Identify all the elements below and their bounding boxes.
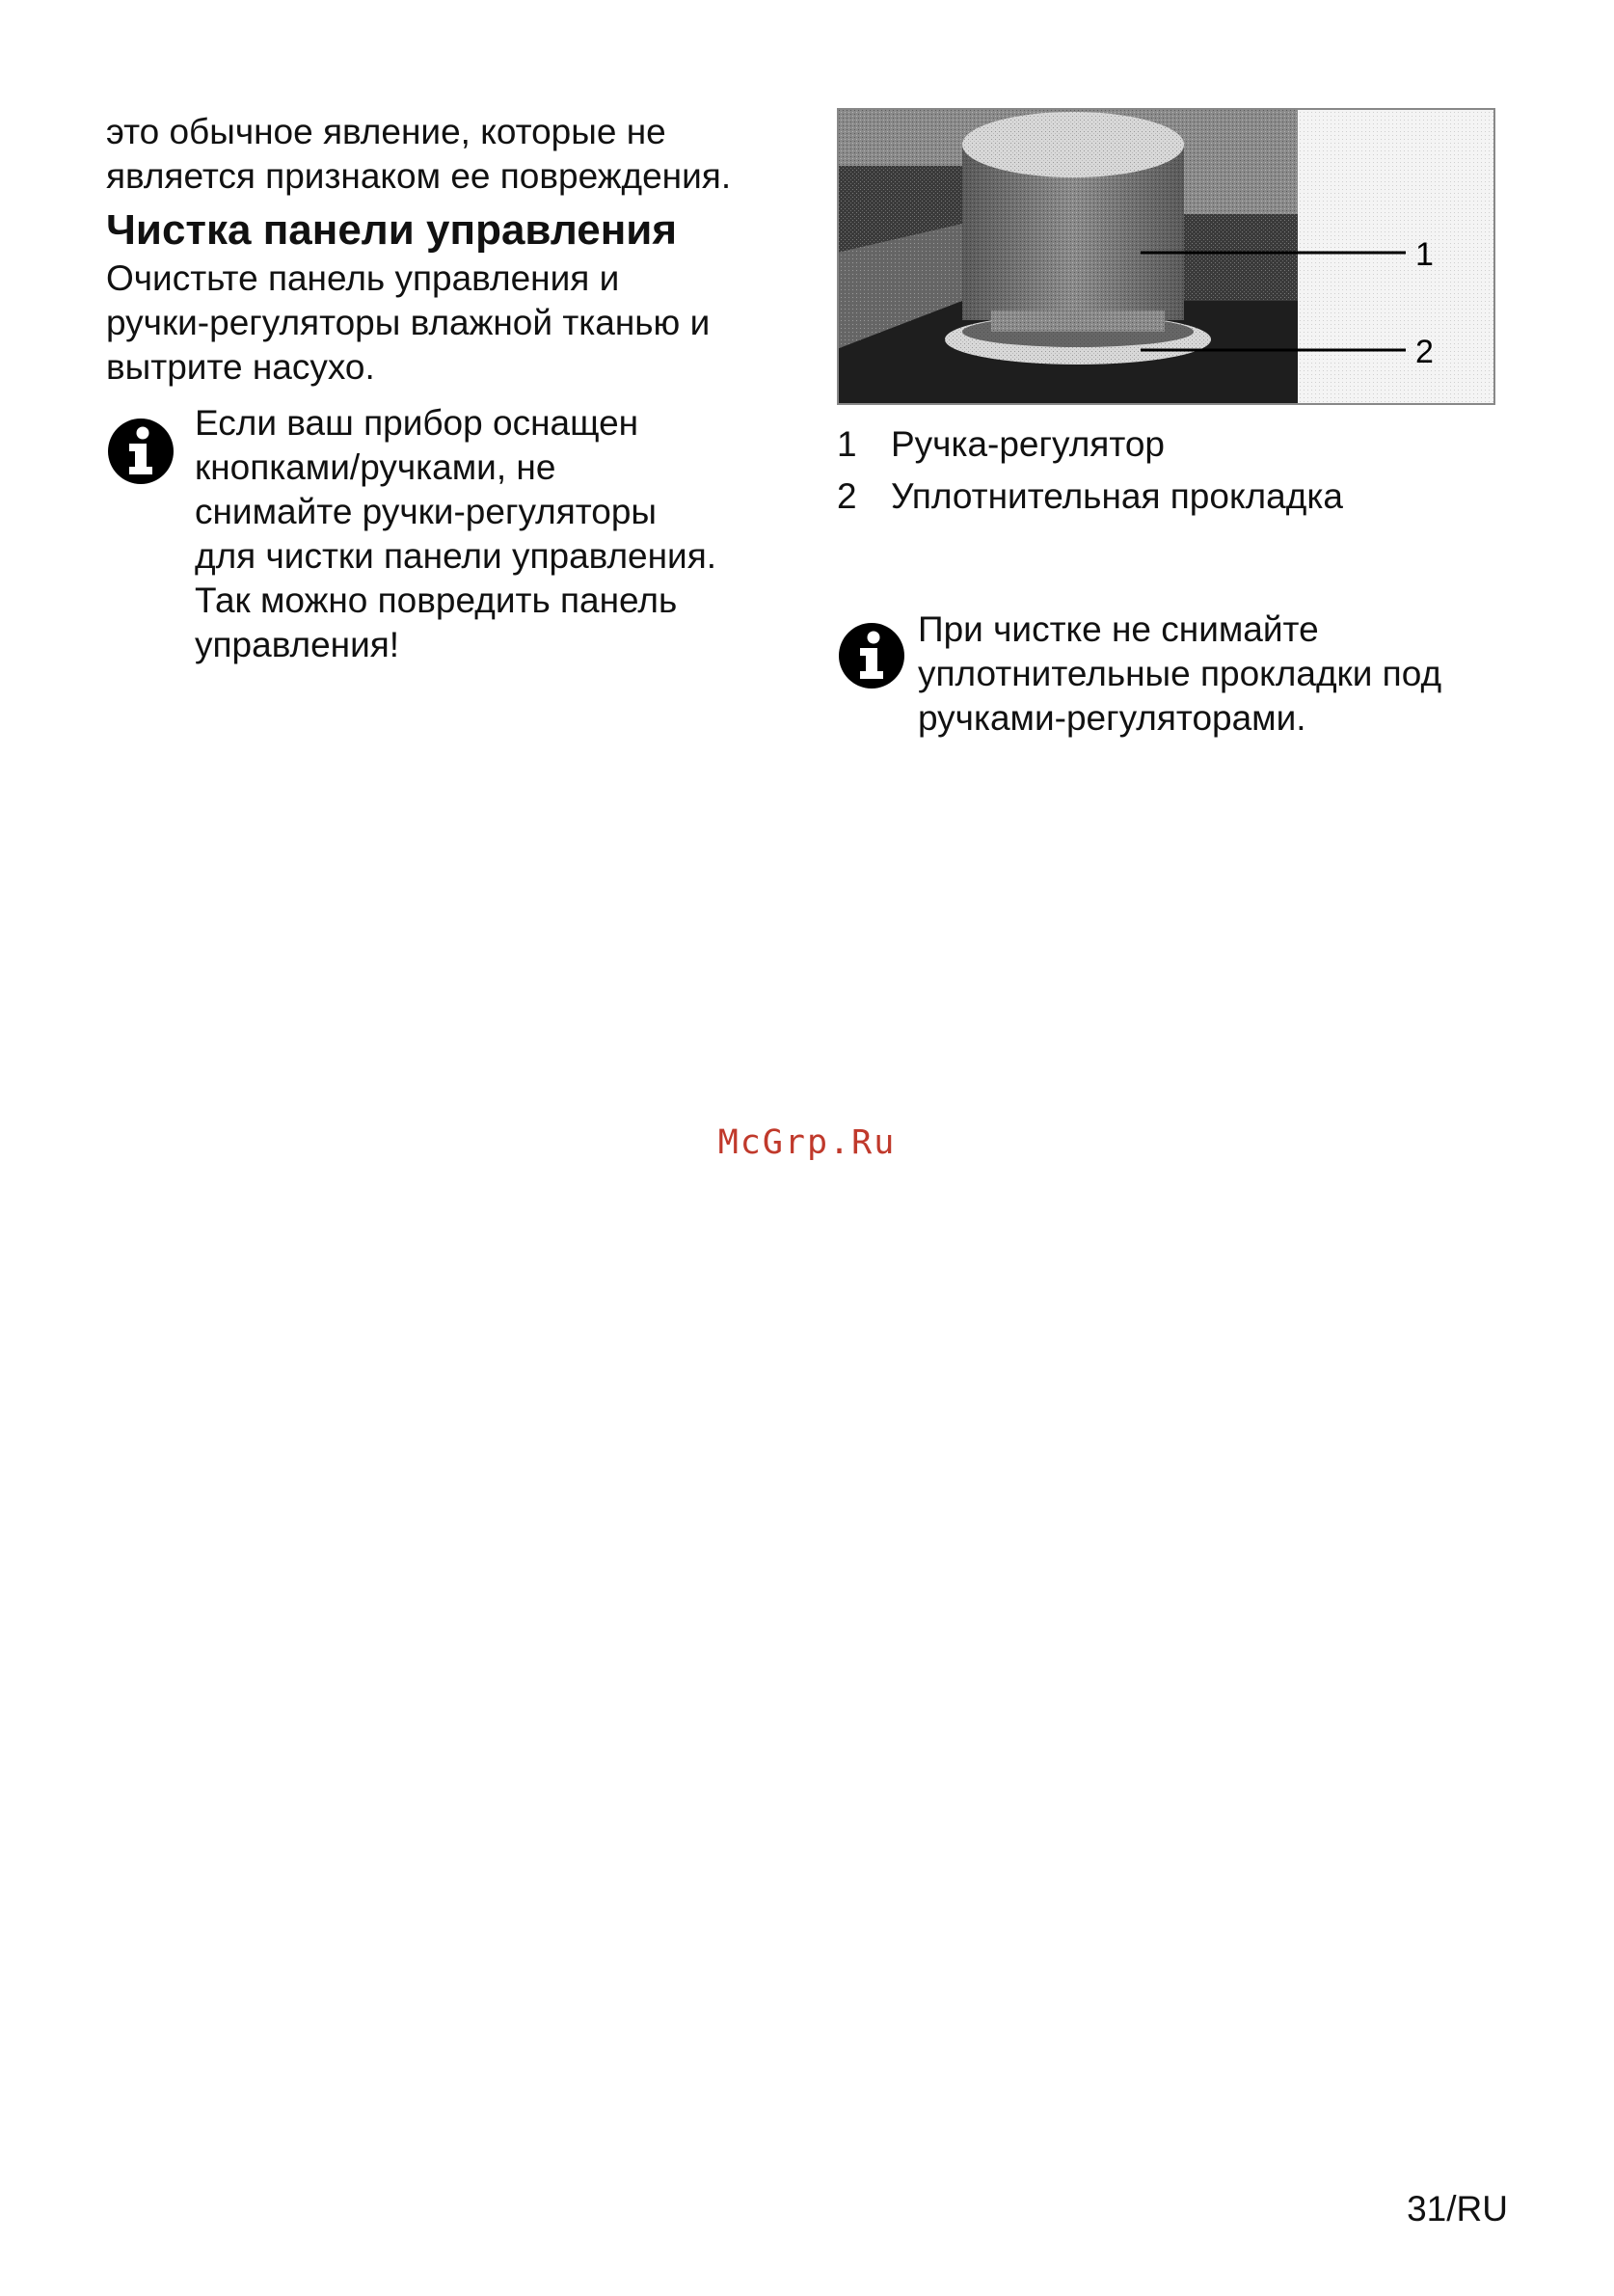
page-number: 31/RU: [1407, 2189, 1508, 2228]
note-line: управления!: [195, 625, 400, 664]
legend-number: 1: [837, 424, 857, 464]
cleaning-paragraph: [106, 257, 810, 390]
paragraph-line: Очистьте панель управления и: [106, 258, 620, 298]
legend-item: [837, 419, 1512, 471]
intro-line: является признаком ее повреждения.: [106, 156, 732, 196]
info-note-left: [106, 401, 810, 667]
info-icon: [837, 621, 906, 690]
knob-photo: [837, 108, 1495, 405]
legend-label: Уплотнительная прокладка: [891, 476, 1343, 516]
figure-legend: [837, 419, 1512, 523]
legend-item: [837, 471, 1512, 523]
info-icon: [106, 417, 175, 486]
note-line: уплотнительные прокладки под: [918, 654, 1442, 693]
info-note-right: [837, 608, 1512, 741]
knob-figure: [837, 108, 1495, 405]
intro-line: это обычное явление, которые не: [106, 112, 666, 151]
section-heading: Чистка панели управления: [106, 206, 678, 254]
note-line: Если ваш прибор оснащен: [195, 403, 639, 443]
note-line: кнопками/ручками, не: [195, 447, 556, 487]
note-text: [195, 401, 716, 667]
note-line: При чистке не снимайте: [918, 609, 1319, 649]
legend-label: Ручка-регулятор: [891, 424, 1166, 464]
callout-label-1: 1: [1415, 236, 1434, 273]
note-text: [918, 608, 1441, 741]
watermark: McGrp.Ru: [717, 1123, 897, 1162]
callout-label-2: 2: [1415, 334, 1434, 370]
note-line: Так можно повредить панель: [195, 581, 678, 620]
left-column: [106, 110, 810, 667]
paragraph-line: вытрите насухо.: [106, 347, 375, 387]
note-line: для чистки панели управления.: [195, 536, 717, 576]
note-line: ручками-регуляторами.: [918, 698, 1306, 738]
right-column: [837, 108, 1512, 741]
intro-text: [106, 110, 810, 199]
paragraph-line: ручки-регуляторы влажной тканью и: [106, 303, 711, 342]
legend-number: 2: [837, 476, 857, 516]
note-line: снимайте ручки-регуляторы: [195, 492, 658, 531]
